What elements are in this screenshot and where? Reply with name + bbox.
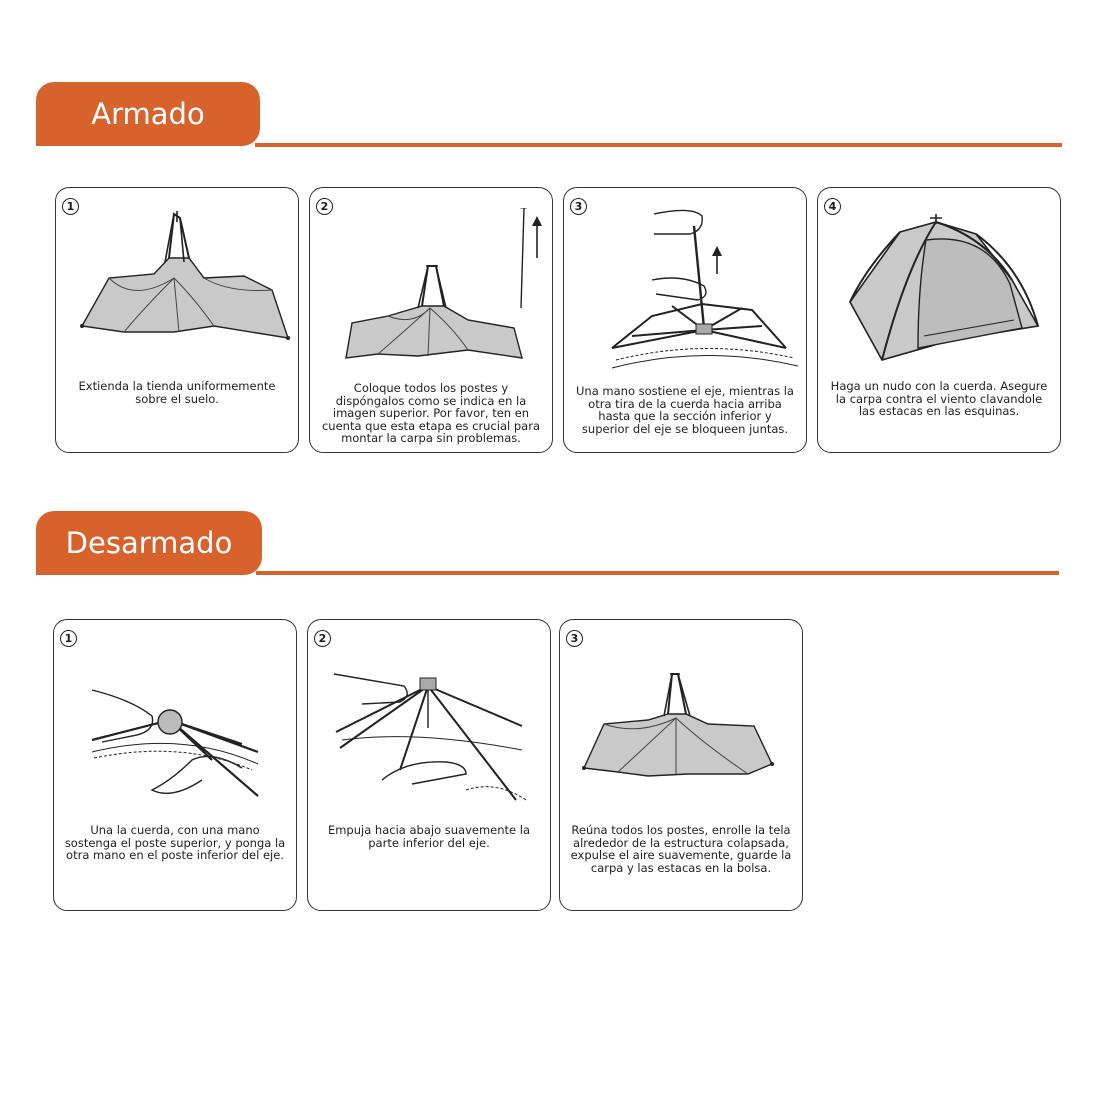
armado-divider bbox=[255, 143, 1062, 147]
armado-step-2-number: 2 bbox=[316, 198, 333, 215]
pitched-tent-illustration bbox=[826, 208, 1054, 378]
armado-step-3-number: 3 bbox=[570, 198, 587, 215]
desarmado-step-3-caption: Reúna todos los postes, enrolle la tela alrededor de la estructura colapsada, expulse el aire suavemente, guarde la carpa y las estacas en la bolsa. bbox=[570, 823, 792, 875]
armado-title: Armado bbox=[36, 82, 260, 146]
desarmado-step-3-number: 3 bbox=[566, 630, 583, 647]
desarmado-step-1-caption: Una la cuerda, con una mano sostenga el poste superior, y ponga la otra mano en el poste inferior del eje. bbox=[64, 823, 286, 862]
push-hub-down-illustration bbox=[316, 640, 544, 810]
desarmado-title: Desarmado bbox=[36, 511, 262, 575]
desarmado-step-2-card bbox=[307, 619, 551, 911]
collapsed-tent-illustration bbox=[568, 640, 796, 810]
armado-step-4-card bbox=[817, 187, 1061, 453]
armado-step-3-caption: Una mano sostiene el eje, mientras la otra tira de la cuerda hacia arriba hasta que la sección inferior y superior del eje se bloqueen juntas. bbox=[576, 384, 794, 436]
lock-hub-illustration bbox=[572, 208, 800, 378]
desarmado-step-2-number: 2 bbox=[314, 630, 331, 647]
armado-header bbox=[0, 82, 1106, 152]
armado-step-1-number: 1 bbox=[62, 198, 79, 215]
spread-tent-illustration bbox=[64, 208, 292, 378]
armado-step-2-caption: Coloque todos los postes y dispóngalos como se indica en la imagen superior. Por favor, ten en cuenta que esta etapa es crucial para montar la carpa sin problemas. bbox=[321, 381, 541, 445]
desarmado-divider bbox=[256, 571, 1059, 575]
desarmado-step-3-card bbox=[559, 619, 803, 911]
armado-step-1-card bbox=[55, 187, 299, 453]
desarmado-step-1-card bbox=[53, 619, 297, 911]
armado-step-3-card bbox=[563, 187, 807, 453]
armado-step-1-caption: Extienda la tienda uniformemente sobre el suelo. bbox=[78, 379, 276, 406]
armado-step-4-caption: Haga un nudo con la cuerda. Asegure la carpa contra el viento clavandole las estacas en las esquinas. bbox=[830, 379, 1048, 418]
desarmado-header bbox=[0, 511, 1106, 581]
desarmado-step-2-caption: Empuja hacia abajo suavemente la parte inferior del eje. bbox=[327, 823, 531, 850]
hold-hub-illustration bbox=[62, 640, 290, 810]
tent-poles-arranged-illustration bbox=[318, 208, 546, 378]
desarmado-step-1-number: 1 bbox=[60, 630, 77, 647]
armado-step-4-number: 4 bbox=[824, 198, 841, 215]
armado-step-2-card bbox=[309, 187, 553, 453]
